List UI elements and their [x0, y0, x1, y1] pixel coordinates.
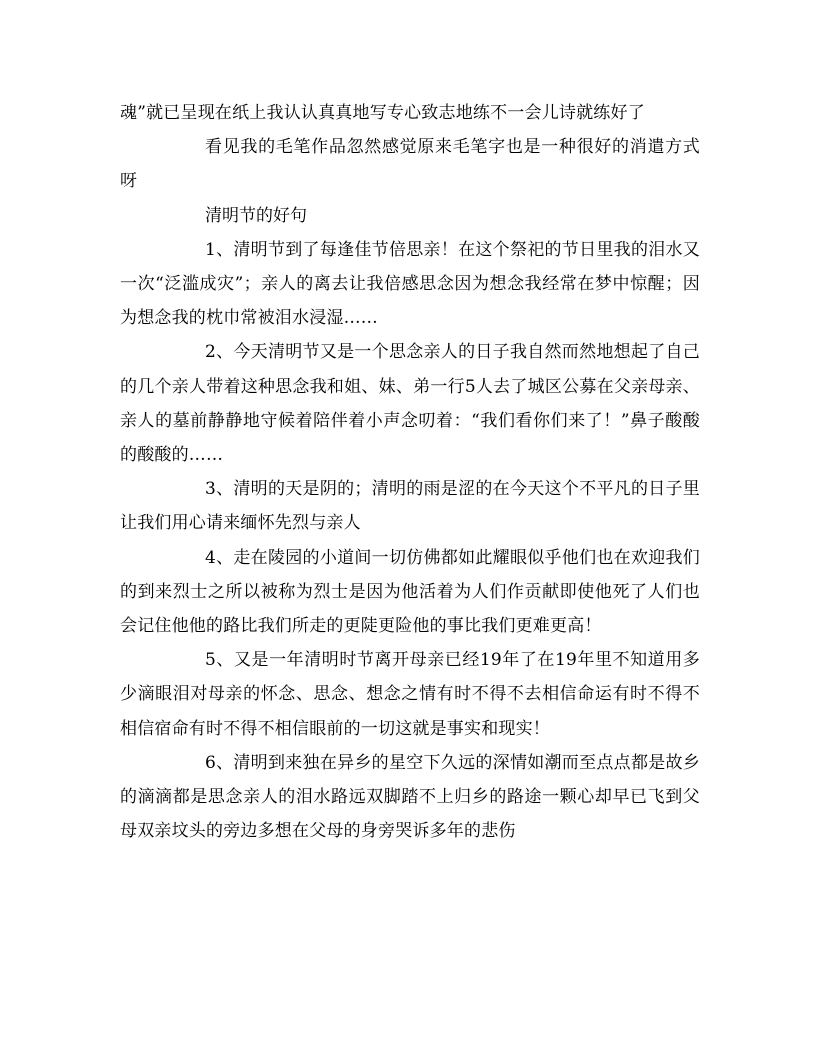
item-text: 清明到来独在异乡的星空下久远的深情如潮而至点点都是故乡的滴滴都是思念亲人的泪水路远双脚踏不上归乡的路途一颗心却早已飞到父母双亲坟头的旁边多想在父母的身旁哭诉多年的悲伤: [120, 752, 700, 842]
item-text: 今天清明节又是一个思念亲人的日子我自然而然地想起了自己的几个亲人带着这种思念我和姐、妹、弟一行5人去了城区公募在父亲母亲、亲人的墓前静静地守候着陪伴着小声念叨着：“我们看你们来了！”鼻子酸酸的酸酸的……: [120, 342, 700, 466]
list-item: [120, 541, 700, 644]
document-page: [120, 96, 700, 848]
item-number: 1、: [205, 239, 234, 260]
item-text: 清明节到了每逢佳节倍思亲！在这个祭祀的节日里我的泪水又一次“泛滥成灾”；亲人的离去让我倍感思念因为想念我经常在梦中惊醒；因为想念我的枕巾常被泪水浸湿……: [120, 239, 700, 329]
list-item: [120, 746, 700, 849]
item-text: 又是一年清明时节离开母亲已经19年了在19年里不知道用多少滴眼泪对母亲的怀念、思念、想念之情有时不得不去相信命运有时不得不相信宿命有时不得不相信眼前的一切这就是事实和现实！: [120, 650, 700, 739]
item-number: 6、: [205, 752, 234, 773]
list-item: [120, 335, 700, 472]
item-text: 走在陵园的小道间一切仿佛都如此耀眼似乎他们也在欢迎我们的到来烈士之所以被称为烈士是因为他活着为人们作贡献即使他死了人们也会记住他他的路比我们所走的更陡更险他的事比我们更难更高！: [120, 547, 700, 637]
paragraph-continued: 魂”就已呈现在纸上我认认真真地写专心致志地练不一会儿诗就练好了: [120, 103, 645, 123]
paragraph-calligraphy: 看见我的毛笔作品忽然感觉原来毛笔字也是一种很好的消遣方式呀: [120, 137, 700, 192]
list-item: [120, 472, 700, 540]
item-text: 清明的天是阴的；清明的雨是涩的在今天这个不平凡的日子里让我们用心请来缅怀先烈与亲人: [120, 479, 700, 534]
list-item: [120, 643, 700, 746]
item-number: 2、: [205, 342, 234, 363]
section-heading: 清明节的好句: [205, 205, 307, 226]
item-number: 3、: [205, 479, 234, 500]
item-number: 5、: [205, 650, 234, 671]
list-item: [120, 233, 700, 336]
item-number: 4、: [205, 547, 234, 568]
